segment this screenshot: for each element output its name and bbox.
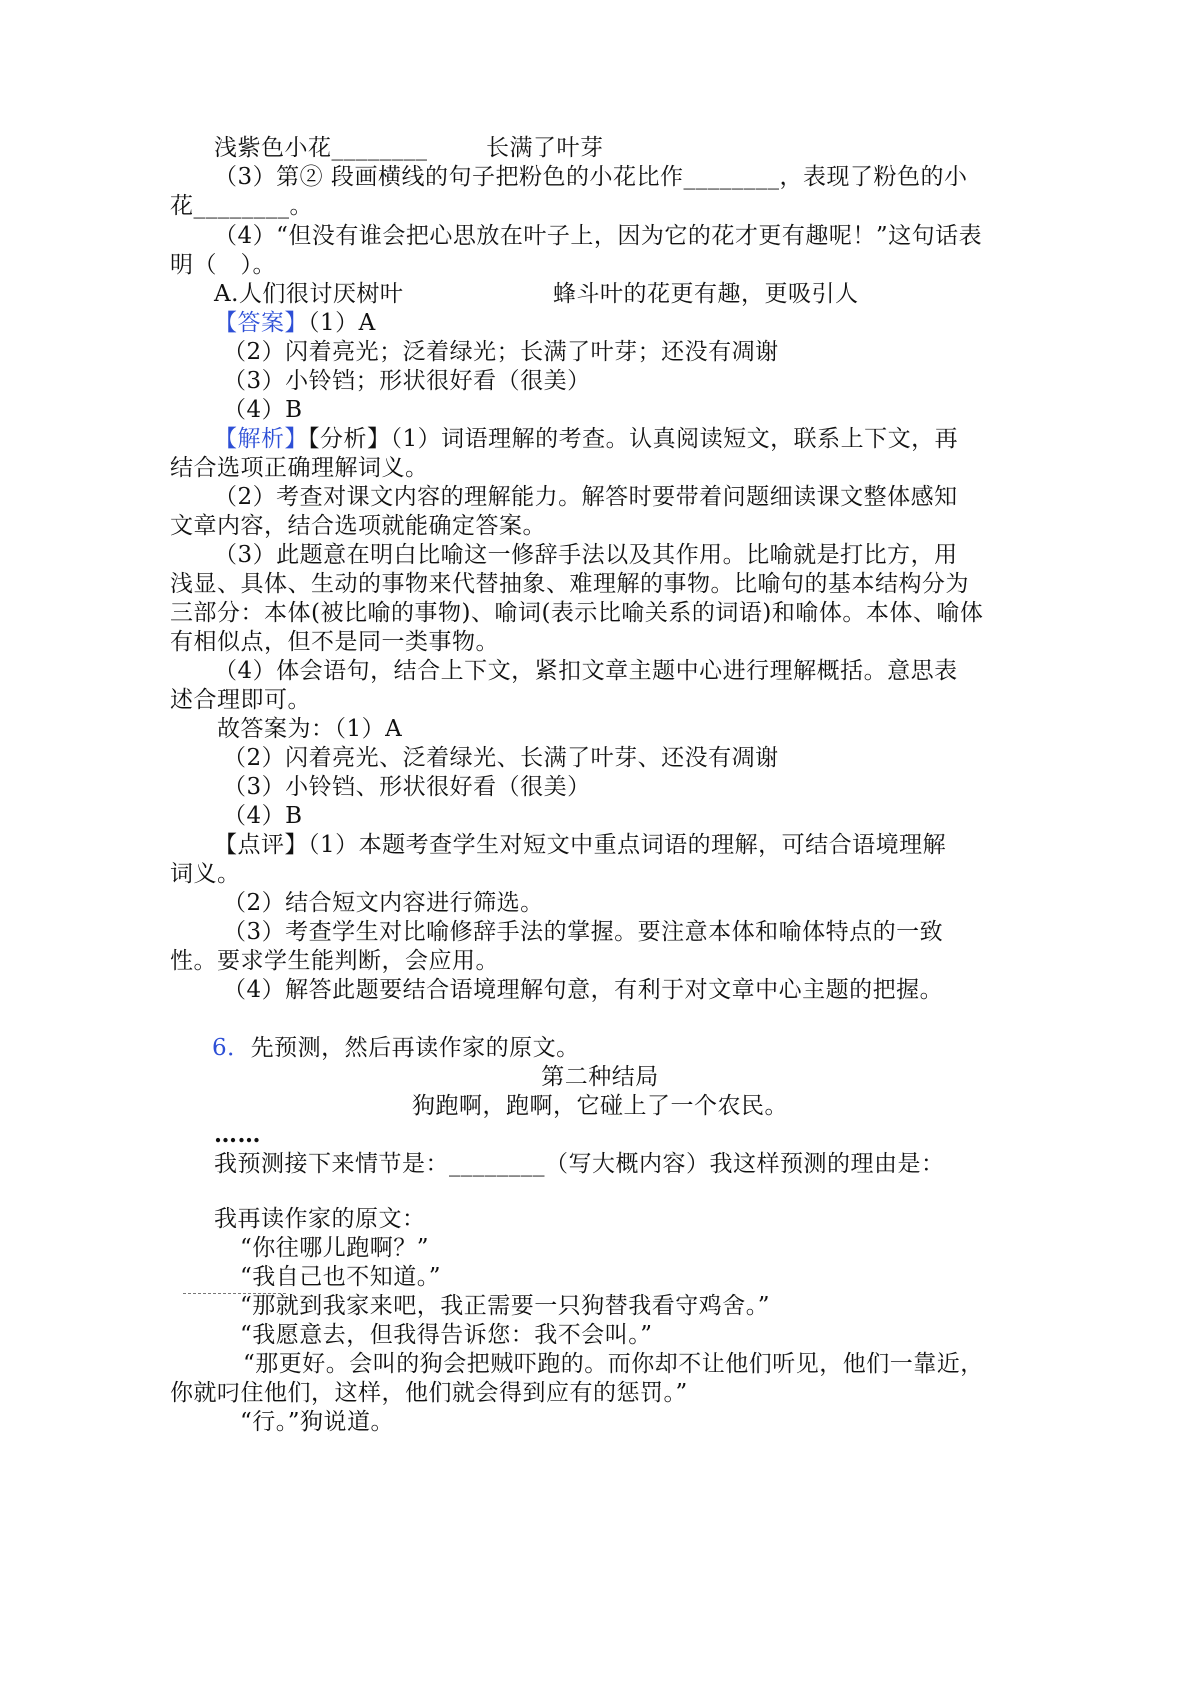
comment-1-cont: 词义。	[170, 861, 241, 887]
analysis-1-cont: 结合选项正确理解词义。	[170, 455, 429, 481]
answer-line-1	[214, 308, 376, 338]
dialogue-4: “我愿意去，但我得告诉您：我不会叫。”	[240, 1322, 653, 1348]
reread-line: 我再读作家的原文：	[214, 1206, 426, 1232]
analysis-3-cont-1: 浅显、具体、生动的事物来代替抽象、难理解的事物。比喻句的基本结构分为	[170, 571, 969, 597]
answer-2: （2）闪着亮光；泛着绿光；长满了叶芽；还没有凋谢	[223, 339, 779, 365]
dialogue-6: “行。”狗说道。	[240, 1409, 395, 1435]
final-answer-4: （4）B	[223, 803, 303, 829]
dialogue-5: “那更好。会叫的狗会把贼吓跑的。而你却不让他们听见，他们一靠近，	[243, 1351, 984, 1377]
final-answer: 故答案为：（1）A	[217, 716, 403, 742]
option-b: 蜂斗叶的花更有趣，更吸引人	[553, 281, 859, 307]
option-line-d: 长满了叶芽	[486, 135, 604, 161]
dialogue-1: “你往哪儿跑啊？”	[240, 1235, 430, 1261]
analysis-1: 【解析】【分析】（1）词语理解的考查。认真阅读短文，联系上下文，再	[214, 426, 959, 452]
comment-1: 【点评】（1）本题考查学生对短文中重点词语的理解，可结合语境理解	[214, 832, 947, 858]
analysis-4-cont: 述合理即可。	[170, 687, 311, 713]
analysis-3-cont-2: 三部分：本体(被比喻的事物)、喻词(表示比喻关系的词语)和喻体。本体、喻体	[170, 600, 984, 626]
answer-1: （1）A	[308, 310, 376, 336]
answer-4: （4）B	[223, 397, 303, 423]
question-6: 6．先预测，然后再读作家的原文。	[212, 1035, 580, 1061]
answer-3: （3）小铃铛；形状很好看（很美）	[223, 368, 591, 394]
analysis-2-cont: 文章内容，结合选项就能确定答案。	[170, 513, 546, 539]
question-3: （3）第② 段画横线的句子把粉色的小花比作________，表现了粉色的小	[214, 164, 968, 190]
dialogue-5-cont: 你就叼住他们，这样，他们就会得到应有的惩罚。”	[170, 1380, 688, 1406]
question-3-cont: 花________。	[170, 193, 313, 219]
final-answer-2: （2）闪着亮光、泛着绿光、长满了叶芽、还没有凋谢	[223, 745, 779, 771]
final-answer-3: （3）小铃铛、形状很好看（很美）	[223, 774, 591, 800]
comment-3: （3）考查学生对比喻修辞手法的掌握。要注意本体和喻体特点的一致	[223, 919, 944, 945]
option-a: A.人们很讨厌树叶	[214, 281, 404, 307]
answer-tag: 【答案】	[214, 310, 308, 336]
prediction-line: 我预测接下来情节是：________（写大概内容）我这样预测的理由是：	[214, 1151, 945, 1177]
story-title: 第二种结局	[541, 1064, 659, 1090]
story-subtitle: 狗跑啊，跑啊，它碰上了一个农民。	[412, 1093, 788, 1119]
analysis-4: （4）体会语句，结合上下文，紧扣文章主题中心进行理解概括。意思表	[214, 658, 958, 684]
dialogue-2: “我自己也不知道。”	[240, 1264, 442, 1290]
dialogue-3: “那就到我家来吧，我正需要一只狗替我看守鸡舍。”	[240, 1293, 771, 1319]
question-4: （4）“但没有谁会把心思放在叶子上，因为它的花才更有趣呢！”这句话表	[214, 223, 983, 249]
analysis-2: （2）考查对课文内容的理解能力。解答时要带着问题细读课文整体感知	[214, 484, 958, 510]
analysis-3: （3）此题意在明白比喻这一修辞手法以及其作用。比喻就是打比方，用	[214, 542, 958, 568]
ellipsis: ……	[214, 1121, 261, 1148]
question-6-number: 6．	[212, 1035, 251, 1061]
comment-3-cont: 性。要求学生能判断，会应用。	[170, 948, 499, 974]
analysis-tag: 【解析】	[214, 426, 308, 452]
comment-4: （4）解答此题要结合语境理解句意，有利于对文章中心主题的把握。	[223, 977, 944, 1003]
option-line-c: 浅紫色小花________	[214, 135, 428, 161]
comment-2: （2）结合短文内容进行筛选。	[223, 890, 544, 916]
question-4-cont: 明（ ）。	[170, 252, 276, 278]
analysis-3-cont-3: 有相似点，但不是同一类事物。	[170, 629, 499, 655]
